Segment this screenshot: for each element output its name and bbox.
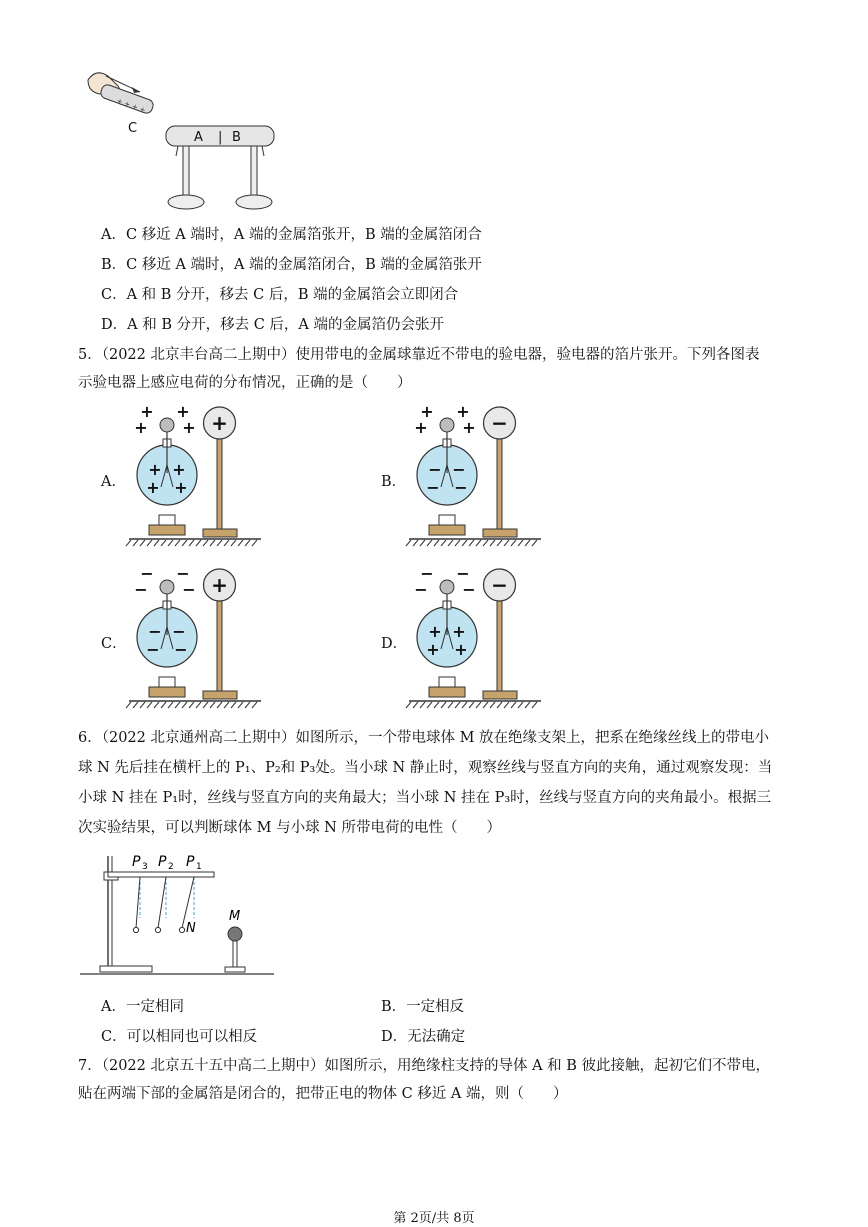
q4-option-d: D．A 和 B 分开，移去 C 后，A 端的金属箔仍会张开: [101, 317, 444, 333]
charged-ball-stand: [217, 437, 222, 529]
ball-m: [228, 927, 242, 941]
electroscope-knob: [160, 418, 174, 432]
q6-figure: [78, 848, 278, 980]
q6-option-d: D．无法确定: [381, 1029, 466, 1045]
q5-choice-a-label: A．: [101, 474, 126, 490]
label-p1: P: [186, 854, 195, 870]
charge-sign: +: [182, 418, 196, 437]
charge-sign: −: [182, 580, 196, 599]
q6-stem-line-3: 小球 N 挂在 P₁时，丝线与竖直方向的夹角最大；当小球 N 挂在 P₃时，丝线与竖直方向的夹角最小。根据三: [78, 790, 772, 806]
charge-sign: +: [174, 478, 188, 497]
svg-text:+ + + +: + + + +: [115, 96, 147, 115]
electroscope-base: [149, 525, 185, 535]
q5-choice-d-label: D．: [381, 636, 408, 652]
label-p3-sub: 3: [142, 862, 148, 872]
charge-sign: +: [452, 622, 466, 641]
charge-sign: +: [414, 418, 428, 437]
charge-sign: +: [454, 640, 468, 659]
charged-ball-sign: −: [491, 411, 508, 435]
electroscope-base: [429, 687, 465, 697]
charged-ball-sign: +: [211, 573, 228, 597]
q6-option-a: A．一定相同: [101, 999, 184, 1015]
label-p3: P: [132, 854, 141, 870]
charge-sign: −: [452, 460, 466, 479]
charge-sign: −: [134, 580, 148, 599]
label-m: M: [229, 909, 241, 924]
charge-sign: +: [140, 403, 154, 421]
charge-sign: −: [420, 565, 434, 583]
charge-sign: +: [462, 418, 476, 437]
charged-ball-stand: [217, 599, 222, 691]
electroscope-knob: [440, 580, 454, 594]
electroscope-base: [149, 687, 185, 697]
electroscope-knob: [160, 580, 174, 594]
charge-sign: −: [172, 622, 186, 641]
charged-ball-sign: +: [211, 411, 228, 435]
page-number: 第 2页/共 8页: [393, 1211, 475, 1226]
charge-sign: +: [456, 403, 470, 421]
q4-option-b: B．C 移近 A 端时，A 端的金属箔闭合，B 端的金属箔张开: [101, 257, 482, 273]
q4-figure: [78, 62, 288, 222]
charged-ball-stand: [497, 599, 502, 691]
q6-option-c: C．可以相同也可以相反: [101, 1029, 258, 1045]
q7-stem-line-2: 贴在两端下部的金属箔是闭合的，把带正电的物体 C 移近 A 端，则（ ）: [78, 1086, 568, 1102]
charge-sign: +: [420, 403, 434, 421]
q5-stem-line-2: 示验电器上感应电荷的分布情况，正确的是（ ）: [78, 375, 412, 391]
q6-stem-line-4: 次实验结果，可以判断球体 M 与小球 N 所带电荷的电性（ ）: [78, 820, 501, 836]
q6-option-b: B．一定相反: [381, 999, 465, 1015]
electroscope-base: [429, 525, 465, 535]
charge-sign: −: [462, 580, 476, 599]
electroscope-knob: [440, 418, 454, 432]
q4-option-c: C．A 和 B 分开，移去 C 后，B 端的金属箔会立即闭合: [101, 287, 459, 303]
q7-stem-line-1: 7．（2022 北京五十五中高二上期中）如图所示，用绝缘柱支持的导体 A 和 B 彼此接触，起初它们不带电，: [78, 1058, 771, 1074]
charge-sign: −: [426, 478, 440, 497]
charge-sign: −: [176, 565, 190, 583]
q5-figure-b: [405, 403, 553, 549]
q5-figure-d: [405, 565, 553, 711]
q5-figure-c: [125, 565, 265, 711]
charge-sign: −: [146, 640, 160, 659]
q5-stem-line-1: 5．（2022 北京丰台高二上期中）使用带电的金属球靠近不带电的验电器，验电器的箔片张开。下列各图表: [78, 347, 760, 363]
label-n: N: [186, 921, 196, 936]
charge-sign: +: [176, 403, 190, 421]
label-a: A: [194, 130, 203, 145]
q6-stem-line-1: 6．（2022 北京通州高二上期中）如图所示，一个带电球体 M 放在绝缘支架上，把系在绝缘丝线上的带电小: [78, 730, 770, 746]
charge-sign: +: [134, 418, 148, 437]
charge-sign: +: [146, 478, 160, 497]
rod-c: [99, 83, 155, 115]
q6-stem-line-2: 球 N 先后挂在横杆上的 P₁、P₂和 P₃处。当小球 N 静止时，观察丝线与竖直方向的夹角，通过观察发现：当: [78, 760, 773, 776]
charge-sign: −: [174, 640, 188, 659]
label-b: B: [232, 130, 241, 145]
label-sep: |: [218, 130, 223, 145]
charged-ball-stand: [497, 437, 502, 529]
charge-sign: −: [454, 478, 468, 497]
charge-sign: −: [414, 580, 428, 599]
charge-sign: −: [140, 565, 154, 583]
q5-choice-c-label: C．: [101, 636, 127, 652]
charge-sign: +: [148, 460, 162, 479]
q5-figure-a: [125, 403, 265, 549]
charged-ball-sign: −: [491, 573, 508, 597]
charge-sign: +: [426, 640, 440, 659]
label-p2-sub: 2: [168, 862, 174, 872]
charge-sign: −: [148, 622, 162, 641]
charge-sign: −: [456, 565, 470, 583]
charge-sign: +: [172, 460, 186, 479]
charge-sign: −: [428, 460, 442, 479]
q4-option-a: A．C 移近 A 端时，A 端的金属箔张开，B 端的金属箔闭合: [101, 227, 482, 243]
label-c: C: [128, 121, 138, 136]
label-p2: P: [158, 854, 167, 870]
label-p1-sub: 1: [196, 862, 202, 872]
q5-choice-b-label: B．: [381, 474, 407, 490]
charge-sign: +: [428, 622, 442, 641]
